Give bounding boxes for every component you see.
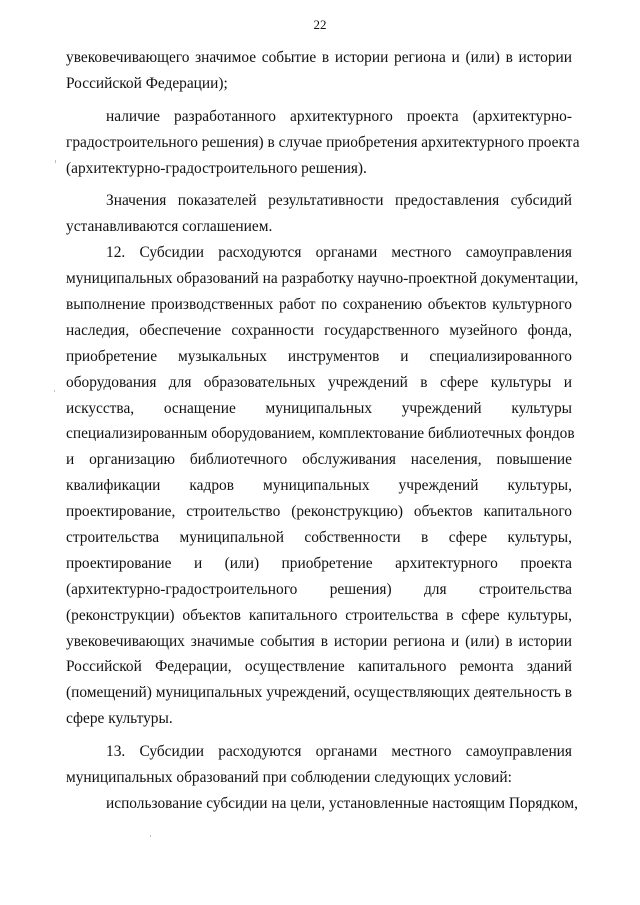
text-line: градостроительного решения) в случае приобретения архитектурного проекта <box>66 133 580 151</box>
document-body <box>66 45 580 817</box>
scan-artifact <box>150 835 151 837</box>
text-line: наследия, обеспечение сохранности государственного музейного фонда, <box>66 321 572 339</box>
text-line: проектирование и (или) приобретение архитектурного проекта <box>66 554 572 572</box>
scan-artifact <box>54 390 55 392</box>
text-line: Российской Федерации, осуществление капитального ремонта зданий <box>66 658 572 676</box>
text-line: увековечивающих значимые события в истории региона и (или) в истории <box>66 632 572 650</box>
text-line: оборудования для образовательных учреждений в сфере культуры и <box>66 373 572 391</box>
text-line: сфере культуры. <box>66 710 173 728</box>
text-line: муниципальных образований на разработку научно-проектной документации, <box>66 270 579 288</box>
text-line: муниципальных образований при соблюдении следующих условий: <box>66 769 512 787</box>
text-line: строительства муниципальной собственности в сфере культуры, <box>66 529 572 547</box>
text-line: проектирование, строительство (реконструкцию) объектов капитального <box>66 503 572 521</box>
text-line: приобретение музыкальных инструментов и специализированного <box>66 347 572 365</box>
text-line: (помещений) муниципальных учреждений, осуществляющих деятельность в <box>66 684 572 702</box>
text-line: наличие разработанного архитектурного проекта (архитектурно- <box>106 107 572 125</box>
text-line: Значения показателей результативности предоставления субсидий <box>106 192 572 210</box>
text-line: (архитектурно-градостроительного решения). <box>66 159 367 177</box>
text-line: (архитектурно-градостроительного решения) для строительства <box>66 580 572 598</box>
text-line: (реконструкции) объектов капитального строительства в сфере культуры, <box>66 606 572 624</box>
text-line: и организацию библиотечного обслуживания населения, повышение <box>66 451 572 469</box>
page-number: 22 <box>313 17 327 32</box>
text-line: использование субсидии на цели, установленные настоящим Порядком, <box>106 794 578 812</box>
text-line: Российской Федерации); <box>66 74 228 92</box>
scan-artifact <box>55 160 56 163</box>
text-line: 12. Субсидии расходуются органами местного самоуправления <box>106 244 572 262</box>
text-line: выполнение производственных работ по сохранению объектов культурного <box>66 296 572 314</box>
text-line: устанавливаются соглашением. <box>66 218 273 236</box>
text-line: 13. Субсидии расходуются органами местного самоуправления <box>106 743 572 761</box>
text-line: увековечивающего значимое событие в истории региона и (или) в истории <box>66 49 572 66</box>
text-line: специализированным оборудованием, комплектование библиотечных фондов <box>66 425 575 443</box>
text-line: искусства, оснащение муниципальных учреждений культуры <box>66 399 572 417</box>
text-line: квалификации кадров муниципальных учреждений культуры, <box>66 477 572 495</box>
